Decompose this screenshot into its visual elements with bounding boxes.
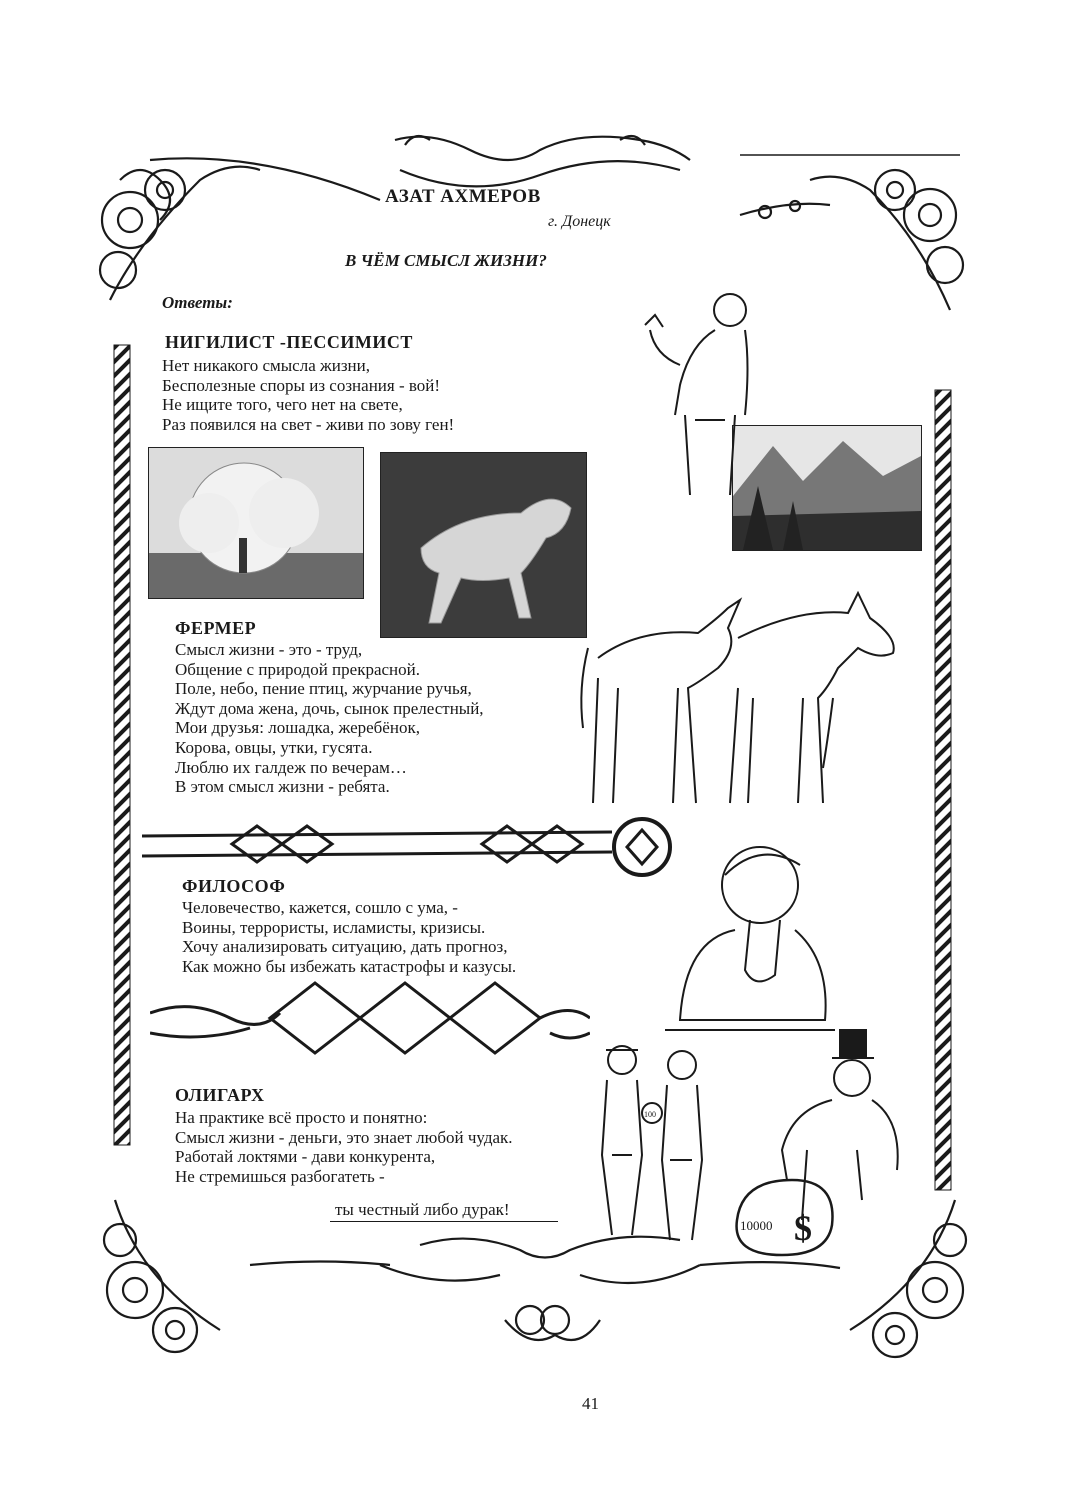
verse-line: Смысл жизни - это - труд,: [175, 640, 363, 659]
author-city: г. Донецк: [548, 213, 611, 230]
verse-line: Общение с природой прекрасной.: [175, 659, 420, 679]
verse-line: Поле, небо, пение птиц, журчание ручья,: [175, 679, 472, 699]
photo-blossoming-tree: [148, 447, 364, 599]
coin-label: 100: [644, 1110, 656, 1119]
verse-line: Ждут дома жена, дочь, сынок прелестный,: [175, 698, 484, 718]
corner-ornament-top-left: [100, 167, 260, 300]
corner-ornament-bottom-left: [104, 1200, 220, 1352]
money-bag-label: 10000: [740, 1218, 773, 1233]
section-heading-nihilist: НИГИЛИСТ -ПЕССИМИСТ: [165, 332, 413, 352]
author-name: АЗАТ АХМЕРОВ: [385, 186, 541, 207]
sketch-waving-man: [635, 285, 755, 500]
section-verse-farmer: [175, 640, 484, 797]
verse-line: Нет никакого смысла жизни,: [162, 356, 370, 375]
verse-line: Бесполезные споры из сознания - вой!: [162, 375, 441, 395]
verse-closing-line: ты честный либо дурак!: [335, 1200, 510, 1219]
verse-line: Смысл жизни - деньги, это знает любой чудак.: [175, 1127, 513, 1147]
section-heading-farmer: ФЕРМЕР: [175, 618, 257, 638]
celtic-knot-band: [142, 812, 687, 884]
section-verse-oligarch: [175, 1108, 513, 1186]
dollar-sign-icon: $: [794, 1208, 812, 1248]
photo-mountain-forest: [732, 425, 922, 551]
verse-line: На практике всё просто и понятно:: [175, 1108, 428, 1127]
verse-line: Раз появился на свет - живи по зову ген!: [162, 414, 455, 434]
sketch-two-horses: [578, 588, 908, 810]
verse-line: Хочу анализировать ситуацию, дать прогноз,: [182, 937, 508, 957]
section-verse-philosopher: [182, 898, 516, 976]
verse-line: Не стремишься разбогатеть -: [175, 1166, 385, 1186]
sketch-thinking-man: [665, 820, 835, 1040]
photo-white-horse: [380, 452, 587, 638]
verse-line: В этом смысл жизни - ребята.: [175, 777, 390, 797]
closing-underline: [330, 1221, 558, 1222]
verse-line: Мои друзья: лошадка, жеребёнок,: [175, 718, 420, 738]
verse-line: Корова, овцы, утки, гусята.: [175, 737, 373, 757]
section-heading-oligarch: ОЛИГАРХ: [175, 1085, 265, 1105]
corner-ornament-top-right: [810, 170, 963, 310]
verse-line: Люблю их галдеж по вечерам…: [175, 757, 407, 777]
verse-line: Как можно бы избежать катастрофы и казусы.: [182, 956, 517, 976]
celtic-lattice-band: [150, 978, 590, 1058]
verse-line: Воины, террористы, исламисты, кризисы.: [182, 917, 486, 937]
verse-line: Не ищите того, чего нет на свете,: [162, 395, 403, 415]
section-heading-philosopher: ФИЛОСОФ: [182, 876, 286, 896]
page-number: 41: [582, 1394, 599, 1413]
sketch-two-workers: [592, 1035, 727, 1245]
sketch-oligarch-with-money-bag: [732, 1030, 907, 1260]
verse-line: Работай локтями - дави конкурента,: [175, 1147, 436, 1167]
verse-line: Человечество, кажется, сошло с ума, -: [182, 898, 458, 917]
poem-title: В ЧЁМ СМЫСЛ ЖИЗНИ?: [345, 251, 547, 270]
answers-label: Ответы:: [162, 293, 233, 312]
section-verse-nihilist: [162, 356, 454, 434]
